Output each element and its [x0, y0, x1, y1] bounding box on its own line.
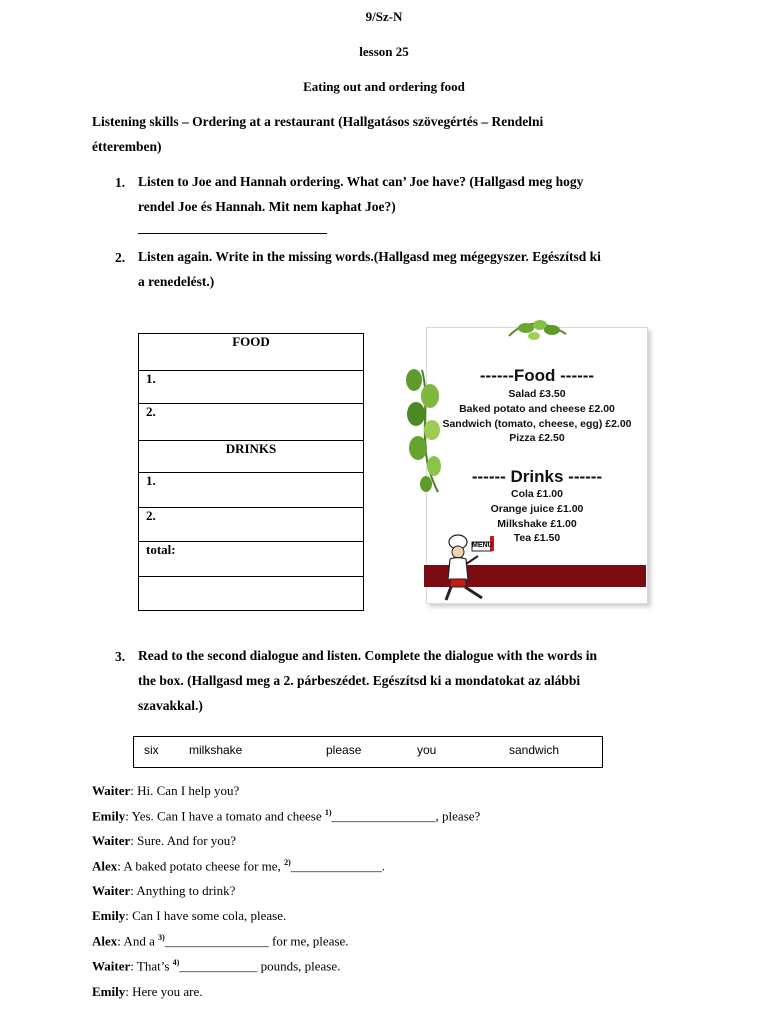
menu-food-item: Sandwich (tomato, cheese, egg) £2.00 [442, 418, 632, 430]
section-heading: Listening skills – Ordering at a restaurant (Hallgatásos szövegértés – Rendelni étteremben) [92, 114, 544, 154]
food-header: FOOD [139, 334, 364, 371]
dialogue-line: Waiter: Anything to drink? [92, 883, 236, 898]
lesson-label: lesson 25 [359, 44, 409, 59]
total-value-cell[interactable] [139, 577, 364, 611]
dialogue-line: Waiter: That’s $^{4)}$____________ pounds, please. [92, 958, 341, 974]
word-box-item: six [144, 743, 159, 757]
class-code: 9/Sz-N [365, 9, 403, 24]
food-row-1[interactable]: 1. [139, 371, 364, 404]
order-table [138, 333, 364, 611]
dialogue-blank-4[interactable]: ____________ [179, 958, 258, 974]
dialogue-line: Alex: And a $^{3)}$________________ for me, please. [92, 933, 349, 949]
task-3-number: 3. [115, 649, 126, 664]
word-box-item: sandwich [509, 743, 560, 757]
dialogue-blank-1[interactable]: ________________ [331, 808, 436, 824]
task-1-text: Listen to Joe and Hannah ordering. What can’ Joe have? (Hallgasd meg hogy rendel Joe és Hannah. Mit nem kaphat Joe?) ____________________________ [138, 174, 584, 235]
dialogue-line: Emily: Here you are. [92, 984, 203, 999]
dialogue-line: Emily: Can I have some cola, please. [92, 908, 287, 923]
menu-food-item: Pizza £2.50 [509, 432, 565, 444]
task-1-answer-blank[interactable]: ____________________________ [138, 220, 327, 235]
food-row-2[interactable]: 2. [139, 404, 364, 441]
menu-drink-item: Milkshake £1.00 [497, 518, 577, 530]
word-box [133, 736, 603, 768]
dialogue-blank-3[interactable]: ________________ [164, 933, 269, 949]
menu-food-item: Baked potato and cheese £2.00 [459, 403, 615, 415]
menu-card [404, 318, 660, 610]
task-2-number: 2. [115, 250, 126, 265]
word-box-item: milkshake [189, 743, 243, 757]
task-1-number: 1. [115, 175, 126, 190]
drink-row-1[interactable]: 1. [139, 473, 364, 508]
menu-food-item: Salad £3.50 [508, 388, 566, 400]
menu-drinks-heading: ------ Drinks ------ [471, 467, 603, 486]
task-2-text: Listen again. Write in the missing words.(Hallgasd meg mégegyszer. Egészítsd ki a renedelést.) [138, 249, 601, 289]
dialogue-line: Waiter: Hi. Can I help you? [92, 783, 240, 798]
word-box-item: you [417, 743, 437, 757]
menu-drink-item: Tea £1.50 [513, 532, 561, 544]
dialogue-line: Waiter: Sure. And for you? [92, 833, 237, 848]
menu-drink-item: Orange juice £1.00 [490, 503, 584, 515]
drinks-header: DRINKS [139, 441, 364, 473]
dialogue-line: Emily: Yes. Can I have a tomato and cheese $^{1)}$________________, please? [92, 808, 481, 824]
page-title: Eating out and ordering food [303, 79, 465, 94]
menu-food-heading: ------Food ------ [479, 366, 595, 385]
total-row[interactable]: total: [139, 542, 364, 577]
task-3-text: Read to the second dialogue and listen. Complete the dialogue with the words in the box. (Hallgasd meg a 2. párbeszédet. Egészítsd ki a mondatokat az alábbi szavakkal.) [138, 648, 598, 713]
leaves-top-decoration [504, 318, 574, 348]
dialogue-blank-2[interactable]: ______________ [290, 858, 382, 874]
drink-row-2[interactable]: 2. [139, 508, 364, 542]
word-box-item: please [326, 743, 362, 757]
menu-drink-item: Cola £1.00 [511, 488, 563, 500]
menu-sign-text: MENU [472, 542, 493, 549]
dialogue-line: Alex: A baked potato cheese for me, $^{2)}$______________. [92, 858, 385, 874]
